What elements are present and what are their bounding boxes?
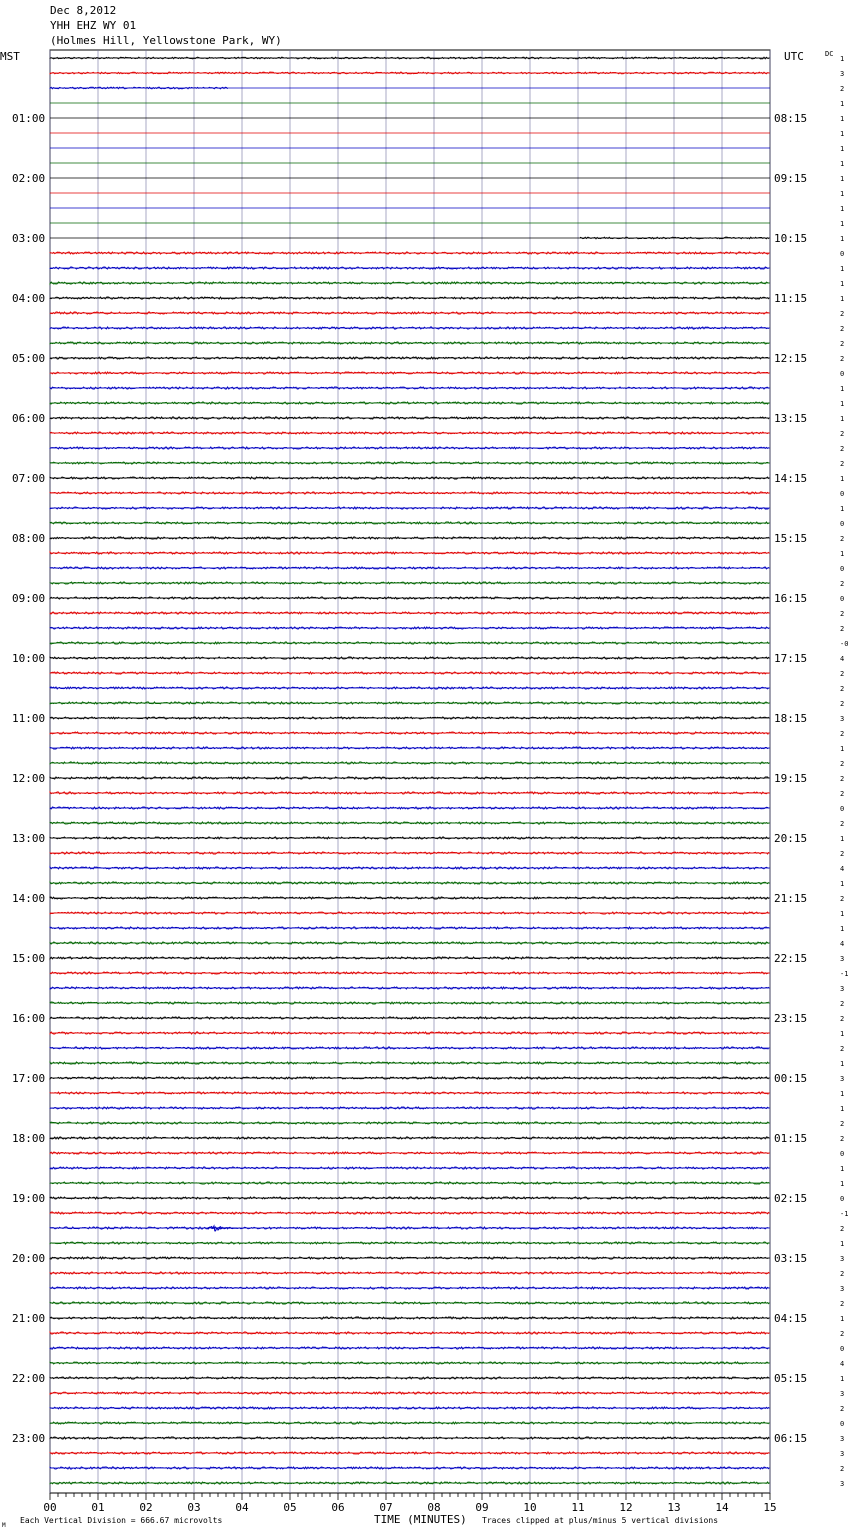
dc-offset-value: 2 (840, 1330, 845, 1338)
dc-offset-value: 3 (840, 70, 845, 78)
left-hour-label: 04:00 (12, 292, 46, 305)
dc-offset-value: 0 (840, 1345, 845, 1353)
dc-offset-value: 2 (840, 340, 845, 348)
dc-offset-value: 1 (840, 1105, 845, 1113)
dc-offset-value: 1 (840, 385, 845, 393)
x-tick-label: 11 (571, 1501, 585, 1514)
dc-offset-value: 0 (840, 1150, 845, 1158)
right-hour-label: 04:15 (774, 1312, 808, 1325)
dc-offset-value: 1 (840, 190, 845, 198)
dc-offset-value: 1 (840, 925, 845, 933)
dc-offset-value: 2 (840, 685, 845, 693)
right-hour-label: 02:15 (774, 1192, 808, 1205)
x-tick-label: 14 (715, 1501, 729, 1514)
x-tick-label: 05 (283, 1501, 297, 1514)
left-hour-label: 12:00 (12, 772, 46, 785)
left-hour-label: 15:00 (12, 952, 46, 965)
seismic-trace (50, 897, 769, 899)
left-hour-label: 07:00 (12, 472, 46, 485)
left-hour-label: 21:00 (12, 1312, 46, 1325)
left-hour-label: 05:00 (12, 352, 46, 365)
chart-location: (Holmes Hill, Yellowstone Park, WY) (50, 34, 282, 47)
dc-offset-value: 2 (840, 625, 845, 633)
dc-offset-value: 2 (840, 760, 845, 768)
dc-offset-value: 1 (840, 400, 845, 408)
scale-note: Each Vertical Division = 666.67 microvolts (20, 1516, 223, 1525)
seismic-trace (50, 1242, 769, 1244)
x-tick-label: 07 (379, 1501, 393, 1514)
left-hour-label: 03:00 (12, 232, 46, 245)
x-tick-label: 08 (427, 1501, 441, 1514)
dc-offset-value: 2 (840, 790, 845, 798)
dc-offset-value: 1 (840, 295, 845, 303)
dc-offset-value: 2 (840, 1270, 845, 1278)
dc-offset-value: 2 (840, 430, 845, 438)
dc-offset-value: 2 (840, 1015, 845, 1023)
dc-offset-value: 2 (840, 820, 845, 828)
dc-offset-value: 4 (840, 1360, 845, 1368)
right-hour-label: 20:15 (774, 832, 808, 845)
seismic-trace (50, 417, 769, 419)
left-hour-label: 20:00 (12, 1252, 46, 1265)
right-hour-label: 06:15 (774, 1432, 808, 1445)
dc-offset-value: 1 (840, 100, 845, 108)
dc-offset-value: 3 (840, 1075, 845, 1083)
dc-offset-value: 1 (840, 1090, 845, 1098)
dc-offset-value: 2 (840, 730, 845, 738)
dc-offset-value: 1 (840, 910, 845, 918)
seismic-trace (50, 807, 769, 809)
dc-offset-value: 2 (840, 1120, 845, 1128)
right-hour-label: 13:15 (774, 412, 808, 425)
dc-offset-value: 1 (840, 145, 845, 153)
seismic-trace (50, 957, 769, 959)
right-hour-label: 00:15 (774, 1072, 808, 1085)
seismic-trace (50, 387, 769, 389)
right-hour-label: 11:15 (774, 292, 808, 305)
dc-offset-value: 1 (840, 880, 845, 888)
dc-offset-value: -0 (840, 640, 849, 648)
seismic-trace (50, 1137, 769, 1139)
dc-offset-value: 3 (840, 1435, 845, 1443)
dc-offset-value: 3 (840, 985, 845, 993)
dc-offset-value: 0 (840, 1420, 845, 1428)
dc-offset-value: 1 (840, 220, 845, 228)
right-timezone-label: UTC (784, 50, 804, 63)
dc-offset-value: 0 (840, 805, 845, 813)
chart-station: YHH EHZ WY 01 (50, 19, 137, 32)
clip-note: Traces clipped at plus/minus 5 vertical divisions (482, 1516, 719, 1525)
dc-offset-value: 1 (840, 1180, 845, 1188)
right-hour-label: 08:15 (774, 112, 808, 125)
dc-offset-value: 2 (840, 775, 845, 783)
dc-offset-value: 1 (840, 130, 845, 138)
dc-offset-value: 1 (840, 235, 845, 243)
x-tick-label: 09 (475, 1501, 489, 1514)
dc-offset-value: 2 (840, 850, 845, 858)
right-hour-label: 05:15 (774, 1372, 808, 1385)
left-hour-label: 09:00 (12, 592, 46, 605)
dc-offset-value: 2 (840, 460, 845, 468)
dc-offset-value: 3 (840, 1390, 845, 1398)
seismic-trace (50, 432, 769, 434)
dc-offset-value: 1 (840, 1375, 845, 1383)
dc-offset-value: 2 (840, 1465, 845, 1473)
dc-offset-value: 2 (840, 700, 845, 708)
left-hour-label: 22:00 (12, 1372, 46, 1385)
dc-offset-value: 1 (840, 550, 845, 558)
dc-offset-value: 0 (840, 565, 845, 573)
dc-offset-value: 2 (840, 580, 845, 588)
dc-offset-value: 1 (840, 1240, 845, 1248)
label-layer (0, 50, 848, 1529)
x-tick-label: 04 (235, 1501, 249, 1514)
seismic-trace (50, 1107, 769, 1109)
dc-header-label: DC (825, 50, 834, 58)
right-hour-label: 22:15 (774, 952, 808, 965)
left-hour-label: 10:00 (12, 652, 46, 665)
dc-offset-value: 0 (840, 595, 845, 603)
seismic-trace (50, 1302, 769, 1304)
dc-offset-value: 4 (840, 655, 845, 663)
seismic-trace (50, 642, 769, 644)
dc-offset-value: 1 (840, 205, 845, 213)
dc-offset-value: 1 (840, 415, 845, 423)
seismic-trace (50, 297, 769, 299)
x-tick-label: 10 (523, 1501, 537, 1514)
dc-offset-value: 1 (840, 115, 845, 123)
dc-offset-value: 1 (840, 265, 845, 273)
seismic-trace (50, 792, 769, 794)
seismic-trace (50, 282, 769, 284)
dc-offset-value: 3 (840, 955, 845, 963)
dc-offset-value: 1 (840, 1030, 845, 1038)
right-hour-label: 01:15 (774, 1132, 808, 1145)
dc-offset-value: 3 (840, 1285, 845, 1293)
left-hour-label: 13:00 (12, 832, 46, 845)
seismic-trace (50, 1077, 769, 1079)
dc-offset-value: 3 (840, 1255, 845, 1263)
left-hour-label: 17:00 (12, 1072, 46, 1085)
dc-offset-value: 1 (840, 475, 845, 483)
left-hour-label: 23:00 (12, 1432, 46, 1445)
dc-offset-value: 1 (840, 175, 845, 183)
dc-offset-value: 1 (840, 160, 845, 168)
left-hour-label: 02:00 (12, 172, 46, 185)
dc-offset-value: 2 (840, 1300, 845, 1308)
seismic-trace (50, 1032, 769, 1034)
dc-offset-value: 3 (840, 1480, 845, 1488)
left-hour-label: 19:00 (12, 1192, 46, 1205)
dc-offset-value: 2 (840, 1225, 845, 1233)
right-hour-label: 23:15 (774, 1012, 808, 1025)
dc-offset-value: 0 (840, 490, 845, 498)
dc-offset-value: 2 (840, 85, 845, 93)
dc-offset-value: 1 (840, 1315, 845, 1323)
dc-offset-value: 2 (840, 610, 845, 618)
left-hour-label: 06:00 (12, 412, 46, 425)
dc-offset-value: 2 (840, 445, 845, 453)
seismic-trace (50, 672, 769, 674)
left-hour-label: 18:00 (12, 1132, 46, 1145)
x-tick-label: 13 (667, 1501, 681, 1514)
x-tick-label: 06 (331, 1501, 345, 1514)
x-axis-label: TIME (MINUTES) (374, 1513, 467, 1526)
x-tick-label: 01 (91, 1501, 105, 1514)
right-hour-label: 19:15 (774, 772, 808, 785)
dc-offset-value: 1 (840, 55, 845, 63)
dc-offset-value: 4 (840, 865, 845, 873)
seismic-trace (50, 1152, 769, 1154)
corner-mark: M (2, 1522, 6, 1529)
seismic-trace (50, 867, 769, 869)
dc-offset-value: 2 (840, 670, 845, 678)
left-hour-label: 11:00 (12, 712, 46, 725)
dc-offset-value: -1 (840, 1210, 849, 1218)
dc-offset-value: 2 (840, 1405, 845, 1413)
seismic-trace (50, 582, 769, 584)
left-hour-label: 01:00 (12, 112, 46, 125)
dc-offset-value: 2 (840, 1135, 845, 1143)
left-hour-label: 14:00 (12, 892, 46, 905)
left-timezone-label: MST (0, 50, 20, 63)
right-hour-label: 18:15 (774, 712, 808, 725)
x-tick-label: 15 (763, 1501, 777, 1514)
dc-offset-value: 1 (840, 745, 845, 753)
left-hour-label: 08:00 (12, 532, 46, 545)
dc-offset-value: -1 (840, 970, 849, 978)
right-hour-label: 03:15 (774, 1252, 808, 1265)
right-hour-label: 10:15 (774, 232, 808, 245)
dc-offset-value: 2 (840, 1000, 845, 1008)
dc-offset-value: 4 (840, 940, 845, 948)
dc-offset-value: 1 (840, 835, 845, 843)
seismic-trace (50, 1467, 769, 1469)
dc-offset-value: 1 (840, 1060, 845, 1068)
right-hour-label: 17:15 (774, 652, 808, 665)
right-hour-label: 21:15 (774, 892, 808, 905)
dc-offset-value: 0 (840, 250, 845, 258)
trace-layer (50, 57, 769, 1484)
dc-offset-value: 1 (840, 1165, 845, 1173)
x-tick-label: 03 (187, 1501, 201, 1514)
chart-date: Dec 8,2012 (50, 4, 117, 17)
dc-offset-value: 3 (840, 715, 845, 723)
x-tick-label: 02 (139, 1501, 153, 1514)
dc-offset-value: 2 (840, 895, 845, 903)
dc-offset-value: 0 (840, 370, 845, 378)
x-tick-label: 12 (619, 1501, 633, 1514)
seismic-trace (50, 537, 769, 539)
dc-offset-value: 2 (840, 535, 845, 543)
right-hour-label: 12:15 (774, 352, 808, 365)
dc-offset-value: 2 (840, 325, 845, 333)
left-hour-label: 16:00 (12, 1012, 46, 1025)
right-hour-label: 15:15 (774, 532, 808, 545)
dc-offset-value: 2 (840, 1045, 845, 1053)
right-hour-label: 14:15 (774, 472, 808, 485)
seismic-trace (50, 507, 769, 509)
dc-offset-value: 1 (840, 280, 845, 288)
right-hour-label: 16:15 (774, 592, 808, 605)
dc-offset-value: 3 (840, 1450, 845, 1458)
dc-offset-value: 0 (840, 520, 845, 528)
dc-offset-value: 0 (840, 1195, 845, 1203)
dc-offset-value: 1 (840, 505, 845, 513)
right-hour-label: 09:15 (774, 172, 808, 185)
x-tick-label: 00 (43, 1501, 57, 1514)
dc-offset-value: 2 (840, 355, 845, 363)
dc-offset-value: 2 (840, 310, 845, 318)
